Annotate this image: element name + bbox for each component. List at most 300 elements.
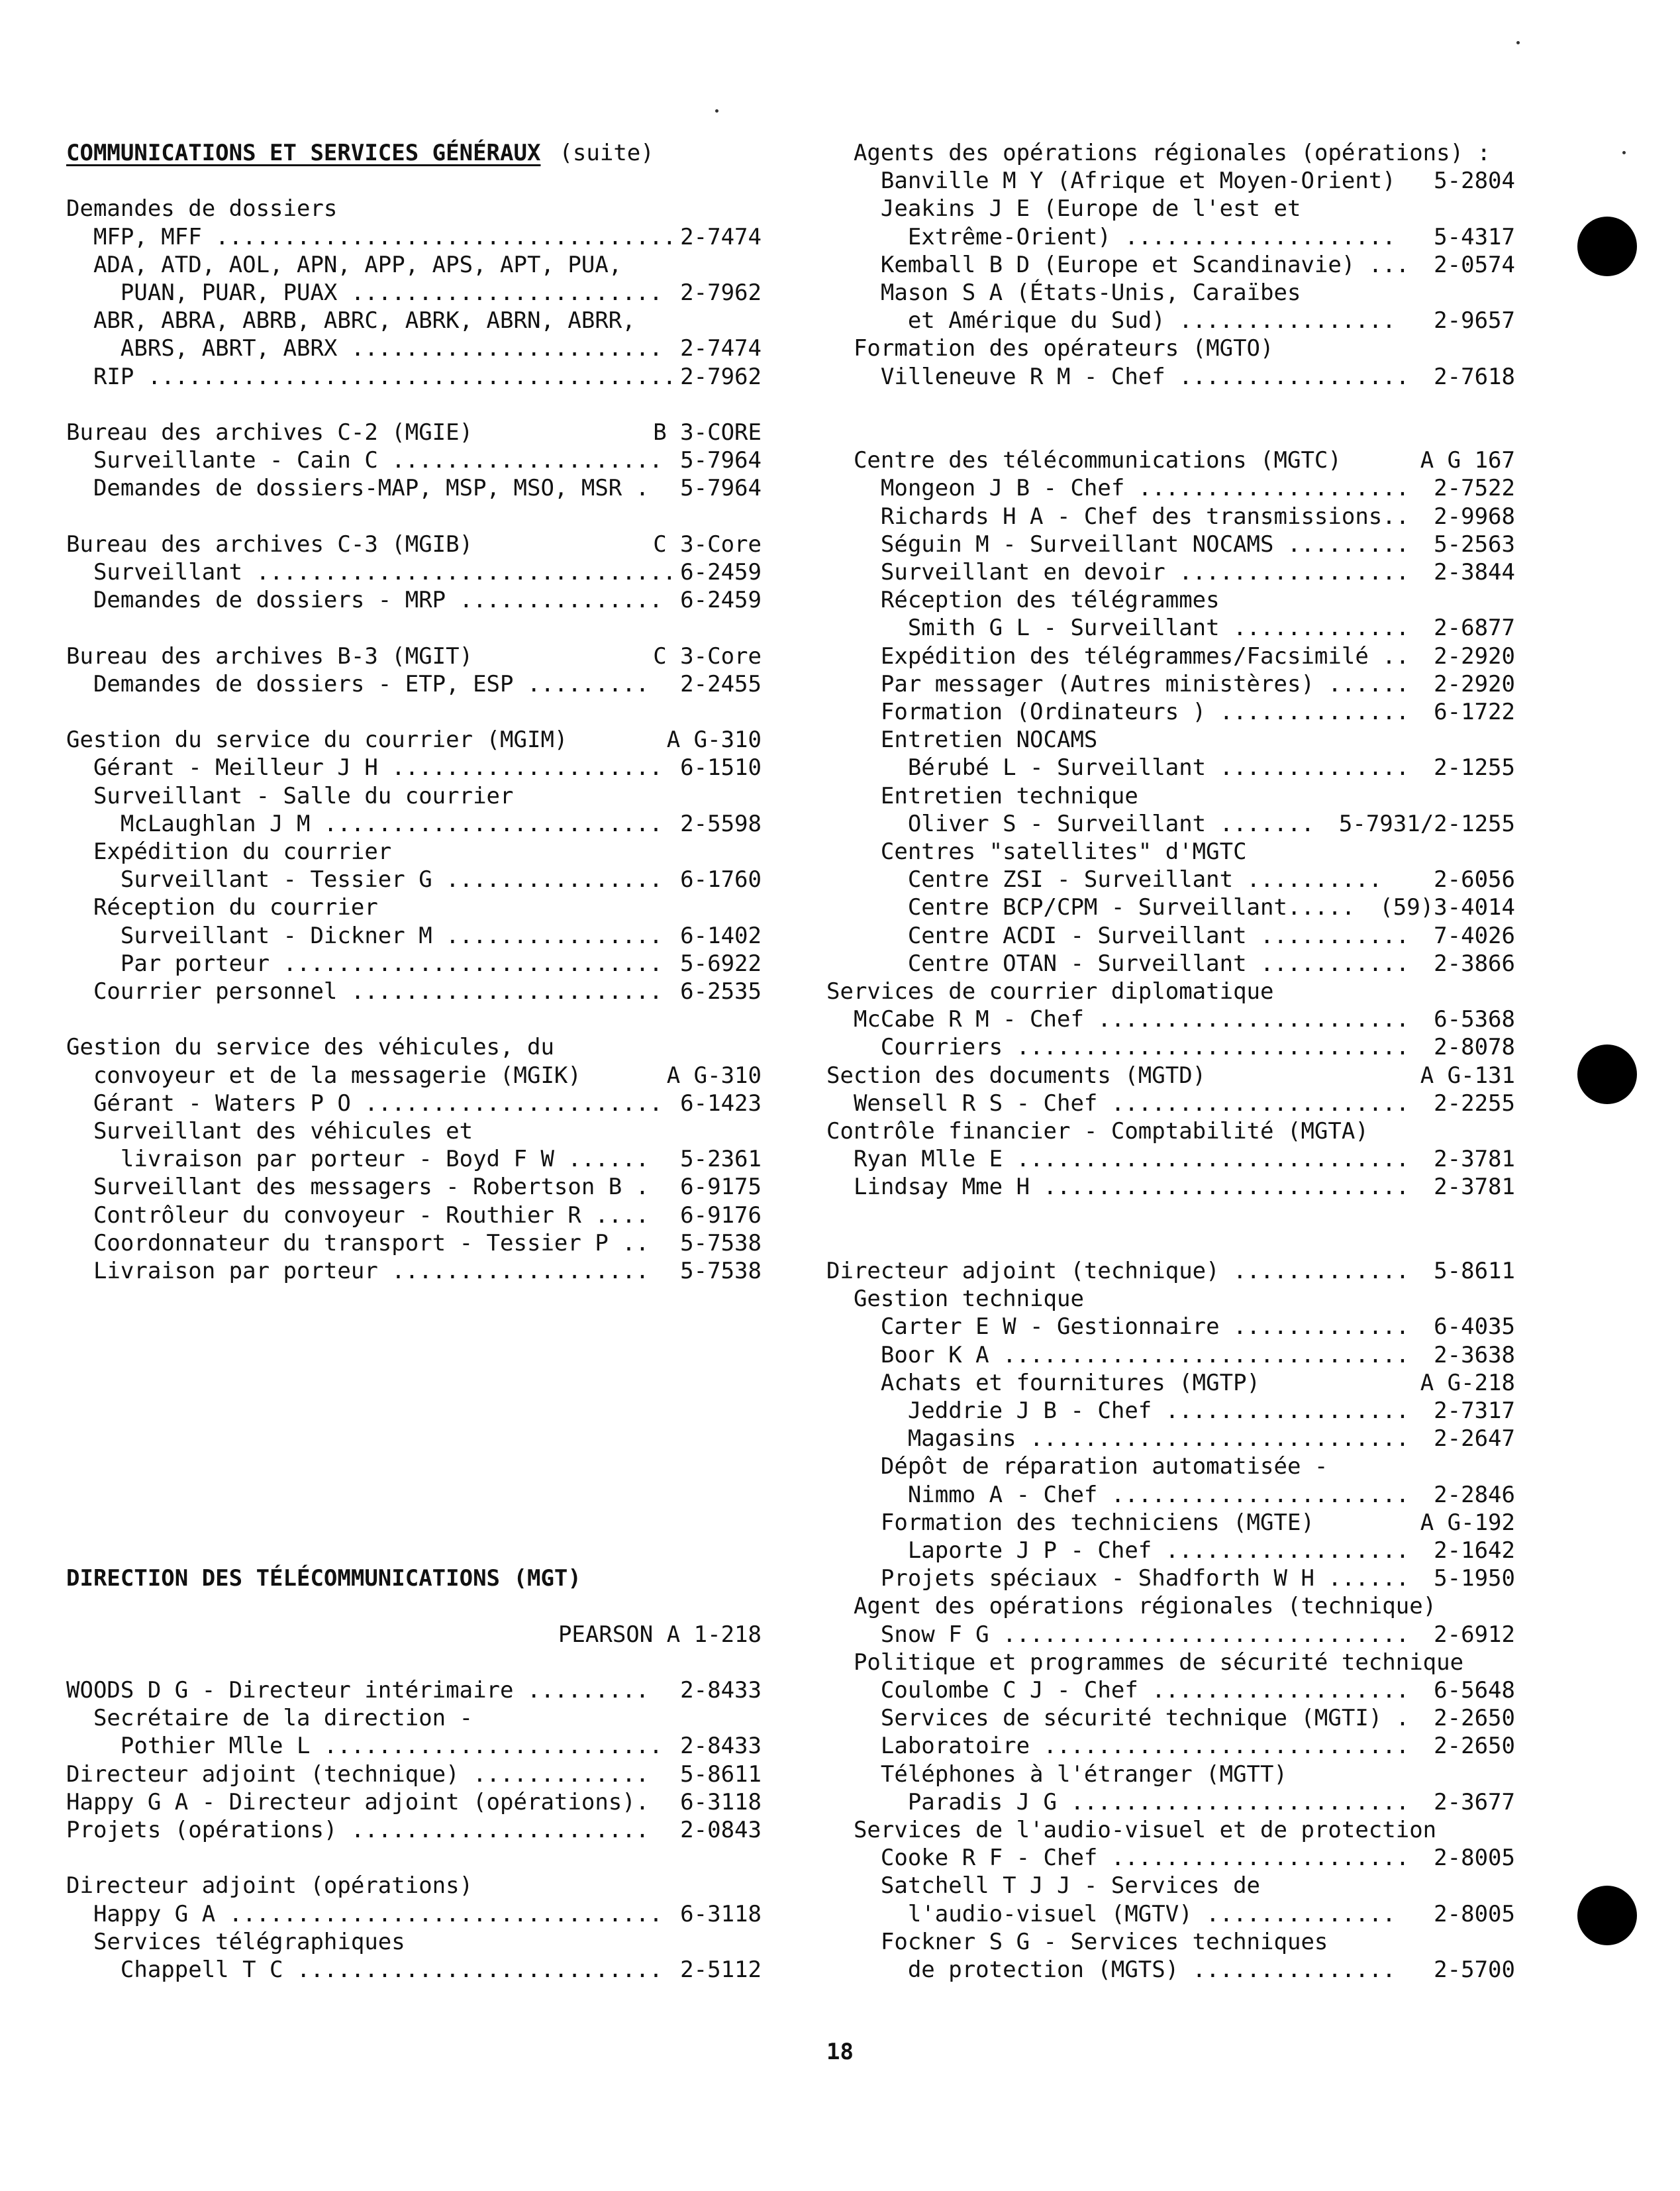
right-row	[826, 1369, 1515, 1397]
entry-value: 6-4035	[1434, 1313, 1515, 1341]
entry-text: Paradis J G .........................	[826, 1788, 1410, 1815]
entry-value: 2-2650	[1434, 1705, 1515, 1732]
right-row	[826, 1788, 1515, 1816]
entry-value: 6-1402	[680, 922, 762, 949]
right-row	[826, 810, 1515, 838]
entry-text: Gérant - Meilleur J H ....................	[66, 754, 663, 782]
right-row	[826, 893, 1515, 921]
entry-text: Contrôle financier - Comptabilité (MGTA)	[826, 1118, 1369, 1145]
entry-value: 2-9657	[1434, 307, 1515, 334]
entry-value: A G-192	[1420, 1509, 1515, 1536]
entry-text: Contrôleur du convoyeur - Routhier R ....	[66, 1201, 650, 1229]
left-row	[66, 1033, 762, 1061]
entry-text: Coulombe C J - Chef ...................	[826, 1677, 1410, 1704]
entry-value: 2-7474	[680, 223, 762, 250]
entry-value: 5-7964	[680, 475, 762, 502]
entry-text: Ryan Mlle E .............................	[826, 1146, 1410, 1173]
entry-text: Mason S A (États-Unis, Caraïbes	[826, 280, 1301, 306]
entry-text: Demandes de dossiers - MRP ...............	[66, 587, 663, 614]
left-row	[66, 531, 762, 558]
entry-value: 2-5112	[680, 1957, 762, 1983]
left-row	[66, 1816, 762, 1844]
entry-value: 6-3118	[680, 1788, 762, 1815]
entry-text: Snow F G ..............................	[826, 1621, 1410, 1648]
entry-text: Villeneuve R M - Chef .................	[826, 363, 1410, 390]
entry-value: 2-1642	[1434, 1537, 1515, 1564]
left-row	[66, 1956, 762, 1984]
right-row	[826, 195, 1515, 223]
right-row	[826, 223, 1515, 251]
entry-text: livraison par porteur - Boyd F W ......	[66, 1146, 650, 1173]
right-row	[826, 1732, 1515, 1760]
entry-text: Coordonnateur du transport - Tessier P ..	[66, 1229, 650, 1256]
entry-text: Achats et fournitures (MGTP)	[826, 1369, 1261, 1396]
entry-value: 5-8611	[1434, 1258, 1515, 1284]
entry-value: 2-7962	[680, 280, 762, 306]
entry-text: RIP .......................................	[66, 363, 677, 390]
left-row	[66, 1704, 762, 1732]
right-row	[826, 1537, 1515, 1564]
left-row	[66, 474, 762, 502]
right-row	[826, 586, 1515, 614]
left-row	[66, 586, 762, 614]
entry-text: Boor K A ..............................	[826, 1341, 1410, 1368]
entry-text: Services de l'audio-visuel et de protection	[826, 1817, 1437, 1843]
left-row	[66, 1145, 762, 1173]
entry-text: COMMUNICATIONS ET SERVICES GÉNÉRAUX	[66, 140, 541, 166]
entry-text: Dépôt de réparation automatisée -	[826, 1453, 1328, 1480]
right-row	[826, 614, 1515, 642]
entry-value: 2-2255	[1434, 1090, 1515, 1117]
entry-text: Expédition du courrier	[66, 839, 392, 865]
entry-text: Gestion technique	[826, 1286, 1084, 1313]
entry-text: Magasins ............................	[826, 1425, 1410, 1452]
left-row	[66, 1173, 762, 1201]
left-row	[66, 1788, 762, 1816]
entry-text: Par porteur ............................	[66, 950, 663, 977]
entry-value: PEARSON A 1-218	[558, 1621, 762, 1648]
entry-value: C 3-Core	[653, 642, 762, 670]
entry-text: Entretien technique	[826, 782, 1138, 809]
entry-text: Directeur adjoint (opérations)	[66, 1872, 473, 1900]
right-row	[826, 334, 1515, 362]
left-row	[66, 642, 762, 670]
left-row	[66, 503, 762, 531]
left-row	[66, 1062, 762, 1090]
entry-text: ADA, ATD, AOL, APN, APP, APS, APT, PUA,	[66, 251, 622, 278]
right-row	[826, 1173, 1515, 1201]
entry-text: Politique et programmes de sécurité technique	[826, 1649, 1464, 1676]
entry-value: 2-3866	[1434, 950, 1515, 977]
entry-text: McLaughlan J M .........................	[66, 810, 663, 837]
entry-value: 6-2459	[680, 587, 762, 614]
right-row	[826, 1900, 1515, 1928]
entry-value: 2-0843	[680, 1817, 762, 1843]
entry-text: Entretien NOCAMS	[826, 727, 1098, 754]
entry-value: 5-6922	[680, 950, 762, 977]
right-row	[826, 446, 1515, 474]
entry-text: convoyeur et de la messagerie (MGIK)	[66, 1062, 581, 1089]
right-row	[826, 1956, 1515, 1984]
entry-text: PUAN, PUAR, PUAX .......................	[66, 280, 663, 306]
entry-value: 5-8611	[680, 1760, 762, 1788]
entry-text: Réception du courrier	[66, 894, 378, 921]
entry-text: Bureau des archives B-3 (MGIT)	[66, 642, 473, 670]
entry-value: 2-6912	[1434, 1621, 1515, 1648]
right-row	[826, 1257, 1515, 1285]
right-row	[826, 503, 1515, 531]
left-row	[66, 419, 762, 446]
right-row	[826, 1005, 1515, 1033]
entry-text: Laboratoire ...........................	[826, 1733, 1410, 1760]
left-row	[66, 1844, 762, 1872]
right-row	[826, 698, 1515, 726]
entry-text: McCabe R M - Chef .......................	[826, 1006, 1410, 1033]
right-row	[826, 474, 1515, 502]
entry-value: 5-2804	[1434, 168, 1515, 195]
right-row	[826, 419, 1515, 446]
right-row	[826, 1425, 1515, 1452]
left-row	[66, 1676, 762, 1704]
entry-value: 6-9175	[680, 1174, 762, 1201]
right-row	[826, 363, 1515, 391]
entry-text: Demandes de dossiers - ETP, ESP .........	[66, 670, 650, 697]
entry-value: 2-9968	[1434, 503, 1515, 530]
right-row	[826, 1117, 1515, 1145]
right-row	[826, 1816, 1515, 1844]
entry-text: Services de courrier diplomatique	[826, 978, 1274, 1005]
entry-value: 6-3118	[680, 1900, 762, 1927]
entry-value: 6-1510	[680, 754, 762, 782]
entry-text: Agent des opérations régionales (technique)	[826, 1593, 1437, 1620]
left-row	[66, 1900, 762, 1928]
left-row	[66, 223, 762, 251]
entry-text: Par messager (Autres ministères) ......	[826, 670, 1410, 697]
right-row	[826, 1313, 1515, 1341]
right-row	[826, 1481, 1515, 1509]
entry-value: 5-7964	[680, 447, 762, 474]
left-row	[66, 950, 762, 978]
entry-text: Directeur adjoint (technique) .............	[826, 1258, 1410, 1284]
entry-text: Mongeon J B - Chef ....................	[826, 475, 1410, 502]
entry-value: 5-2361	[680, 1146, 762, 1173]
entry-value: 2-8005	[1434, 1900, 1515, 1927]
entry-value: 6-1760	[680, 866, 762, 893]
entry-text: Bureau des archives C-3 (MGIB)	[66, 531, 473, 558]
entry-text: ABRS, ABRT, ABRX .......................	[66, 335, 663, 362]
entry-value: A G-218	[1420, 1369, 1515, 1396]
left-row	[66, 698, 762, 726]
left-row	[66, 1649, 762, 1676]
left-row	[66, 1509, 762, 1537]
scan-speck	[1516, 41, 1520, 44]
left-row	[66, 1481, 762, 1509]
left-row	[66, 670, 762, 698]
entry-text: Nimmo A - Chef ......................	[826, 1481, 1410, 1508]
entry-text: Bureau des archives C-2 (MGIE)	[66, 419, 473, 446]
entry-text: Gestion du service du courrier (MGIM)	[66, 727, 568, 754]
entry-value: 6-1722	[1434, 699, 1515, 725]
left-row	[66, 307, 762, 334]
left-row	[66, 978, 762, 1005]
entry-value: 6-2535	[680, 978, 762, 1005]
entry-value: 5-7538	[680, 1229, 762, 1256]
page-number: 18	[826, 2039, 854, 2065]
left-row	[66, 838, 762, 866]
entry-value: 5-1950	[1434, 1565, 1515, 1592]
entry-value: 2-5598	[680, 810, 762, 837]
left-row	[66, 1285, 762, 1313]
right-row	[826, 1649, 1515, 1676]
right-row	[826, 838, 1515, 866]
entry-value: 2-7618	[1434, 363, 1515, 390]
left-row	[66, 1928, 762, 1956]
right-row	[826, 167, 1515, 195]
entry-value: 6-5648	[1434, 1677, 1515, 1704]
right-row	[826, 1844, 1515, 1872]
left-row	[66, 1397, 762, 1425]
right-row	[826, 978, 1515, 1005]
entry-text: Services de sécurité technique (MGTI) .	[826, 1705, 1410, 1732]
entry-value: 5-4317	[1434, 223, 1515, 250]
right-row	[826, 1509, 1515, 1537]
right-row	[826, 1592, 1515, 1620]
entry-text: Directeur adjoint (technique) .............	[66, 1760, 650, 1788]
entry-value: 2-2650	[1434, 1733, 1515, 1760]
entry-value: 2-2647	[1434, 1425, 1515, 1452]
left-row	[66, 279, 762, 307]
left-row	[66, 1760, 762, 1788]
right-row	[826, 1062, 1515, 1090]
entry-value: 2-6877	[1434, 615, 1515, 642]
entry-value: 2-3677	[1434, 1788, 1515, 1815]
left-row	[66, 139, 762, 167]
entry-text: Centres "satellites" d'MGTC	[826, 839, 1247, 865]
right-row	[826, 1229, 1515, 1257]
right-row	[826, 1760, 1515, 1788]
right-row	[826, 1341, 1515, 1369]
entry-text: Surveillant - Dickner M ................	[66, 922, 663, 949]
entry-text: Satchell T J J - Services de	[826, 1872, 1261, 1900]
entry-value: 5-7931/2-1255	[1338, 810, 1515, 837]
entry-text: Services télégraphiques	[66, 1928, 405, 1955]
left-row	[66, 754, 762, 782]
left-row	[66, 251, 762, 279]
entry-text: de protection (MGTS) ...............	[826, 1957, 1396, 1983]
left-row	[66, 1117, 762, 1145]
entry-value: 2-2455	[680, 670, 762, 697]
left-row	[66, 363, 762, 391]
right-row	[826, 251, 1515, 279]
entry-value: 2-2920	[1434, 670, 1515, 697]
entry-text: Cooke R F - Chef ......................	[826, 1845, 1410, 1872]
right-row	[826, 1564, 1515, 1592]
entry-text: Projets (opérations) ......................	[66, 1817, 650, 1843]
left-row	[66, 614, 762, 642]
entry-text: MFP, MFF ..................................	[66, 223, 677, 250]
entry-text: Surveillant des véhicules et	[66, 1118, 473, 1145]
entry-text: Wensell R S - Chef ......................	[826, 1090, 1410, 1117]
left-row	[66, 167, 762, 195]
entry-text: Téléphones à l'étranger (MGTT)	[826, 1760, 1287, 1788]
entry-text: Séguin M - Surveillant NOCAMS .........	[826, 531, 1410, 558]
entry-text: Jeddrie J B - Chef ..................	[826, 1398, 1410, 1424]
entry-text: WOODS D G - Directeur intérimaire .........	[66, 1677, 650, 1704]
entry-text: Carter E W - Gestionnaire .............	[826, 1313, 1410, 1341]
entry-text: Section des documents (MGTD)	[826, 1062, 1207, 1089]
entry-text: et Amérique du Sud) ................	[826, 307, 1396, 334]
right-row	[826, 558, 1515, 586]
right-row	[826, 922, 1515, 950]
right-row	[826, 950, 1515, 978]
left-row	[66, 1592, 762, 1620]
right-row	[826, 866, 1515, 893]
entry-text: Lindsay Mme H ...........................	[826, 1174, 1410, 1201]
right-row	[826, 391, 1515, 419]
entry-text: Extrême-Orient) ....................	[826, 223, 1396, 250]
entry-value: 6-1423	[680, 1090, 762, 1117]
right-row	[826, 279, 1515, 307]
left-row	[66, 1872, 762, 1900]
left-row	[66, 334, 762, 362]
entry-text: Surveillant en devoir .................	[826, 559, 1410, 586]
entry-value: 2-8433	[680, 1677, 762, 1704]
entry-text: Centre ACDI - Surveillant ...........	[826, 922, 1410, 949]
entry-value: 2-8433	[680, 1733, 762, 1760]
entry-value: 2-6056	[1434, 866, 1515, 893]
right-row	[826, 1621, 1515, 1649]
entry-value: 2-7962	[680, 363, 762, 390]
left-row	[66, 1090, 762, 1117]
entry-text: Smith G L - Surveillant .............	[826, 615, 1410, 642]
entry-text: Kemball B D (Europe et Scandinavie) ...	[826, 251, 1410, 278]
right-row	[826, 1928, 1515, 1956]
left-row	[66, 1313, 762, 1341]
entry-text: Formation des opérateurs (MGTO)	[826, 335, 1274, 362]
entry-value: 5-7538	[680, 1258, 762, 1284]
entry-value: 2-3781	[1434, 1146, 1515, 1173]
entry-text: Happy G A ................................	[66, 1900, 663, 1927]
entry-value: 7-4026	[1434, 922, 1515, 949]
right-row	[826, 1704, 1515, 1732]
entry-text: Courriers .............................	[826, 1034, 1410, 1061]
right-row	[826, 1090, 1515, 1117]
right-row	[826, 1033, 1515, 1061]
entry-value: (59)3-4014	[1379, 894, 1515, 921]
entry-text: Bérubé L - Surveillant ..............	[826, 754, 1410, 782]
entry-text: Surveillant ...............................	[66, 559, 677, 586]
header-suffix: (suite)	[559, 140, 654, 166]
entry-value: 2-7474	[680, 335, 762, 362]
entry-value: A G-310	[666, 1062, 762, 1089]
right-row	[826, 1397, 1515, 1425]
entry-value: 6-5368	[1434, 1006, 1515, 1033]
entry-text: Agents des opérations régionales (opérations) :	[826, 140, 1491, 166]
entry-text: Happy G A - Directeur adjoint (opérations).	[66, 1788, 650, 1815]
entry-value: 2-5700	[1434, 1957, 1515, 1983]
entry-text: Chappell T C ...........................	[66, 1957, 663, 1983]
entry-text: Banville M Y (Afrique et Moyen-Orient)	[826, 168, 1396, 195]
left-row	[66, 782, 762, 810]
right-row	[826, 754, 1515, 782]
right-row	[826, 1872, 1515, 1900]
entry-value: 2-3844	[1434, 559, 1515, 586]
left-row	[66, 558, 762, 586]
left-row	[66, 810, 762, 838]
left-row	[66, 391, 762, 419]
entry-text: Oliver S - Surveillant .......	[826, 810, 1314, 837]
left-row	[66, 1621, 762, 1649]
left-row	[66, 866, 762, 893]
entry-text: Formation des techniciens (MGTE)	[826, 1509, 1314, 1536]
left-row	[66, 893, 762, 921]
binder-hole-middle	[1577, 1045, 1637, 1104]
entry-value: 6-2459	[680, 559, 762, 586]
entry-text: l'audio-visuel (MGTV) ..............	[826, 1900, 1396, 1927]
entry-value: B 3-CORE	[653, 419, 762, 446]
entry-value: 2-8078	[1434, 1034, 1515, 1061]
binder-hole-top	[1577, 217, 1637, 276]
entry-text: Surveillant - Tessier G ................	[66, 866, 663, 893]
left-row	[66, 1005, 762, 1033]
entry-value: 5-2563	[1434, 531, 1515, 558]
entry-text: Surveillant des messagers - Robertson B .	[66, 1174, 650, 1201]
entry-value: 2-7317	[1434, 1398, 1515, 1424]
entry-text: DIRECTION DES TÉLÉCOMMUNICATIONS (MGT)	[66, 1565, 581, 1592]
entry-text: Centre ZSI - Surveillant ..........	[826, 866, 1383, 893]
left-row	[66, 1732, 762, 1760]
scan-speck	[1622, 151, 1626, 154]
entry-text: Laporte J P - Chef ..................	[826, 1537, 1410, 1564]
right-row	[826, 307, 1515, 334]
entry-text: Réception des télégrammes	[826, 587, 1220, 614]
right-row	[826, 531, 1515, 558]
left-row	[66, 446, 762, 474]
entry-value: 2-2920	[1434, 642, 1515, 670]
entry-value: A G 167	[1420, 447, 1515, 474]
entry-text: Formation (Ordinateurs ) ..............	[826, 699, 1410, 725]
entry-text: Centre BCP/CPM - Surveillant.....	[826, 894, 1356, 921]
right-row	[826, 1285, 1515, 1313]
entry-text: Projets spéciaux - Shadforth W H ......	[826, 1565, 1410, 1592]
entry-value: 2-1255	[1434, 754, 1515, 782]
entry-value: 2-3781	[1434, 1174, 1515, 1201]
left-row	[66, 1564, 762, 1592]
left-row	[66, 1537, 762, 1564]
entry-text: Centre des télécommunications (MGTC)	[826, 447, 1342, 474]
binder-hole-bottom	[1577, 1886, 1637, 1945]
entry-text: Richards H A - Chef des transmissions..	[826, 503, 1410, 530]
entry-text: Gestion du service des véhicules, du	[66, 1034, 554, 1061]
entry-text: Gérant - Waters P O ......................	[66, 1090, 663, 1117]
right-row	[826, 1201, 1515, 1229]
left-row	[66, 195, 762, 223]
entry-value: 2-0574	[1434, 251, 1515, 278]
entry-text: Expédition des télégrammes/Facsimilé ..	[826, 642, 1410, 670]
entry-value: 2-3638	[1434, 1341, 1515, 1368]
right-row	[826, 1452, 1515, 1480]
entry-text: Fockner S G - Services techniques	[826, 1928, 1328, 1955]
entry-text: Jeakins J E (Europe de l'est et	[826, 195, 1301, 223]
entry-text: Courrier personnel .......................	[66, 978, 663, 1005]
right-row	[826, 726, 1515, 754]
right-row	[826, 1145, 1515, 1173]
entry-text: Surveillante - Cain C ....................	[66, 447, 663, 474]
entry-text: Surveillant - Salle du courrier	[66, 782, 514, 809]
entry-text: Demandes de dossiers	[66, 195, 338, 223]
right-row	[826, 670, 1515, 698]
right-row	[826, 642, 1515, 670]
